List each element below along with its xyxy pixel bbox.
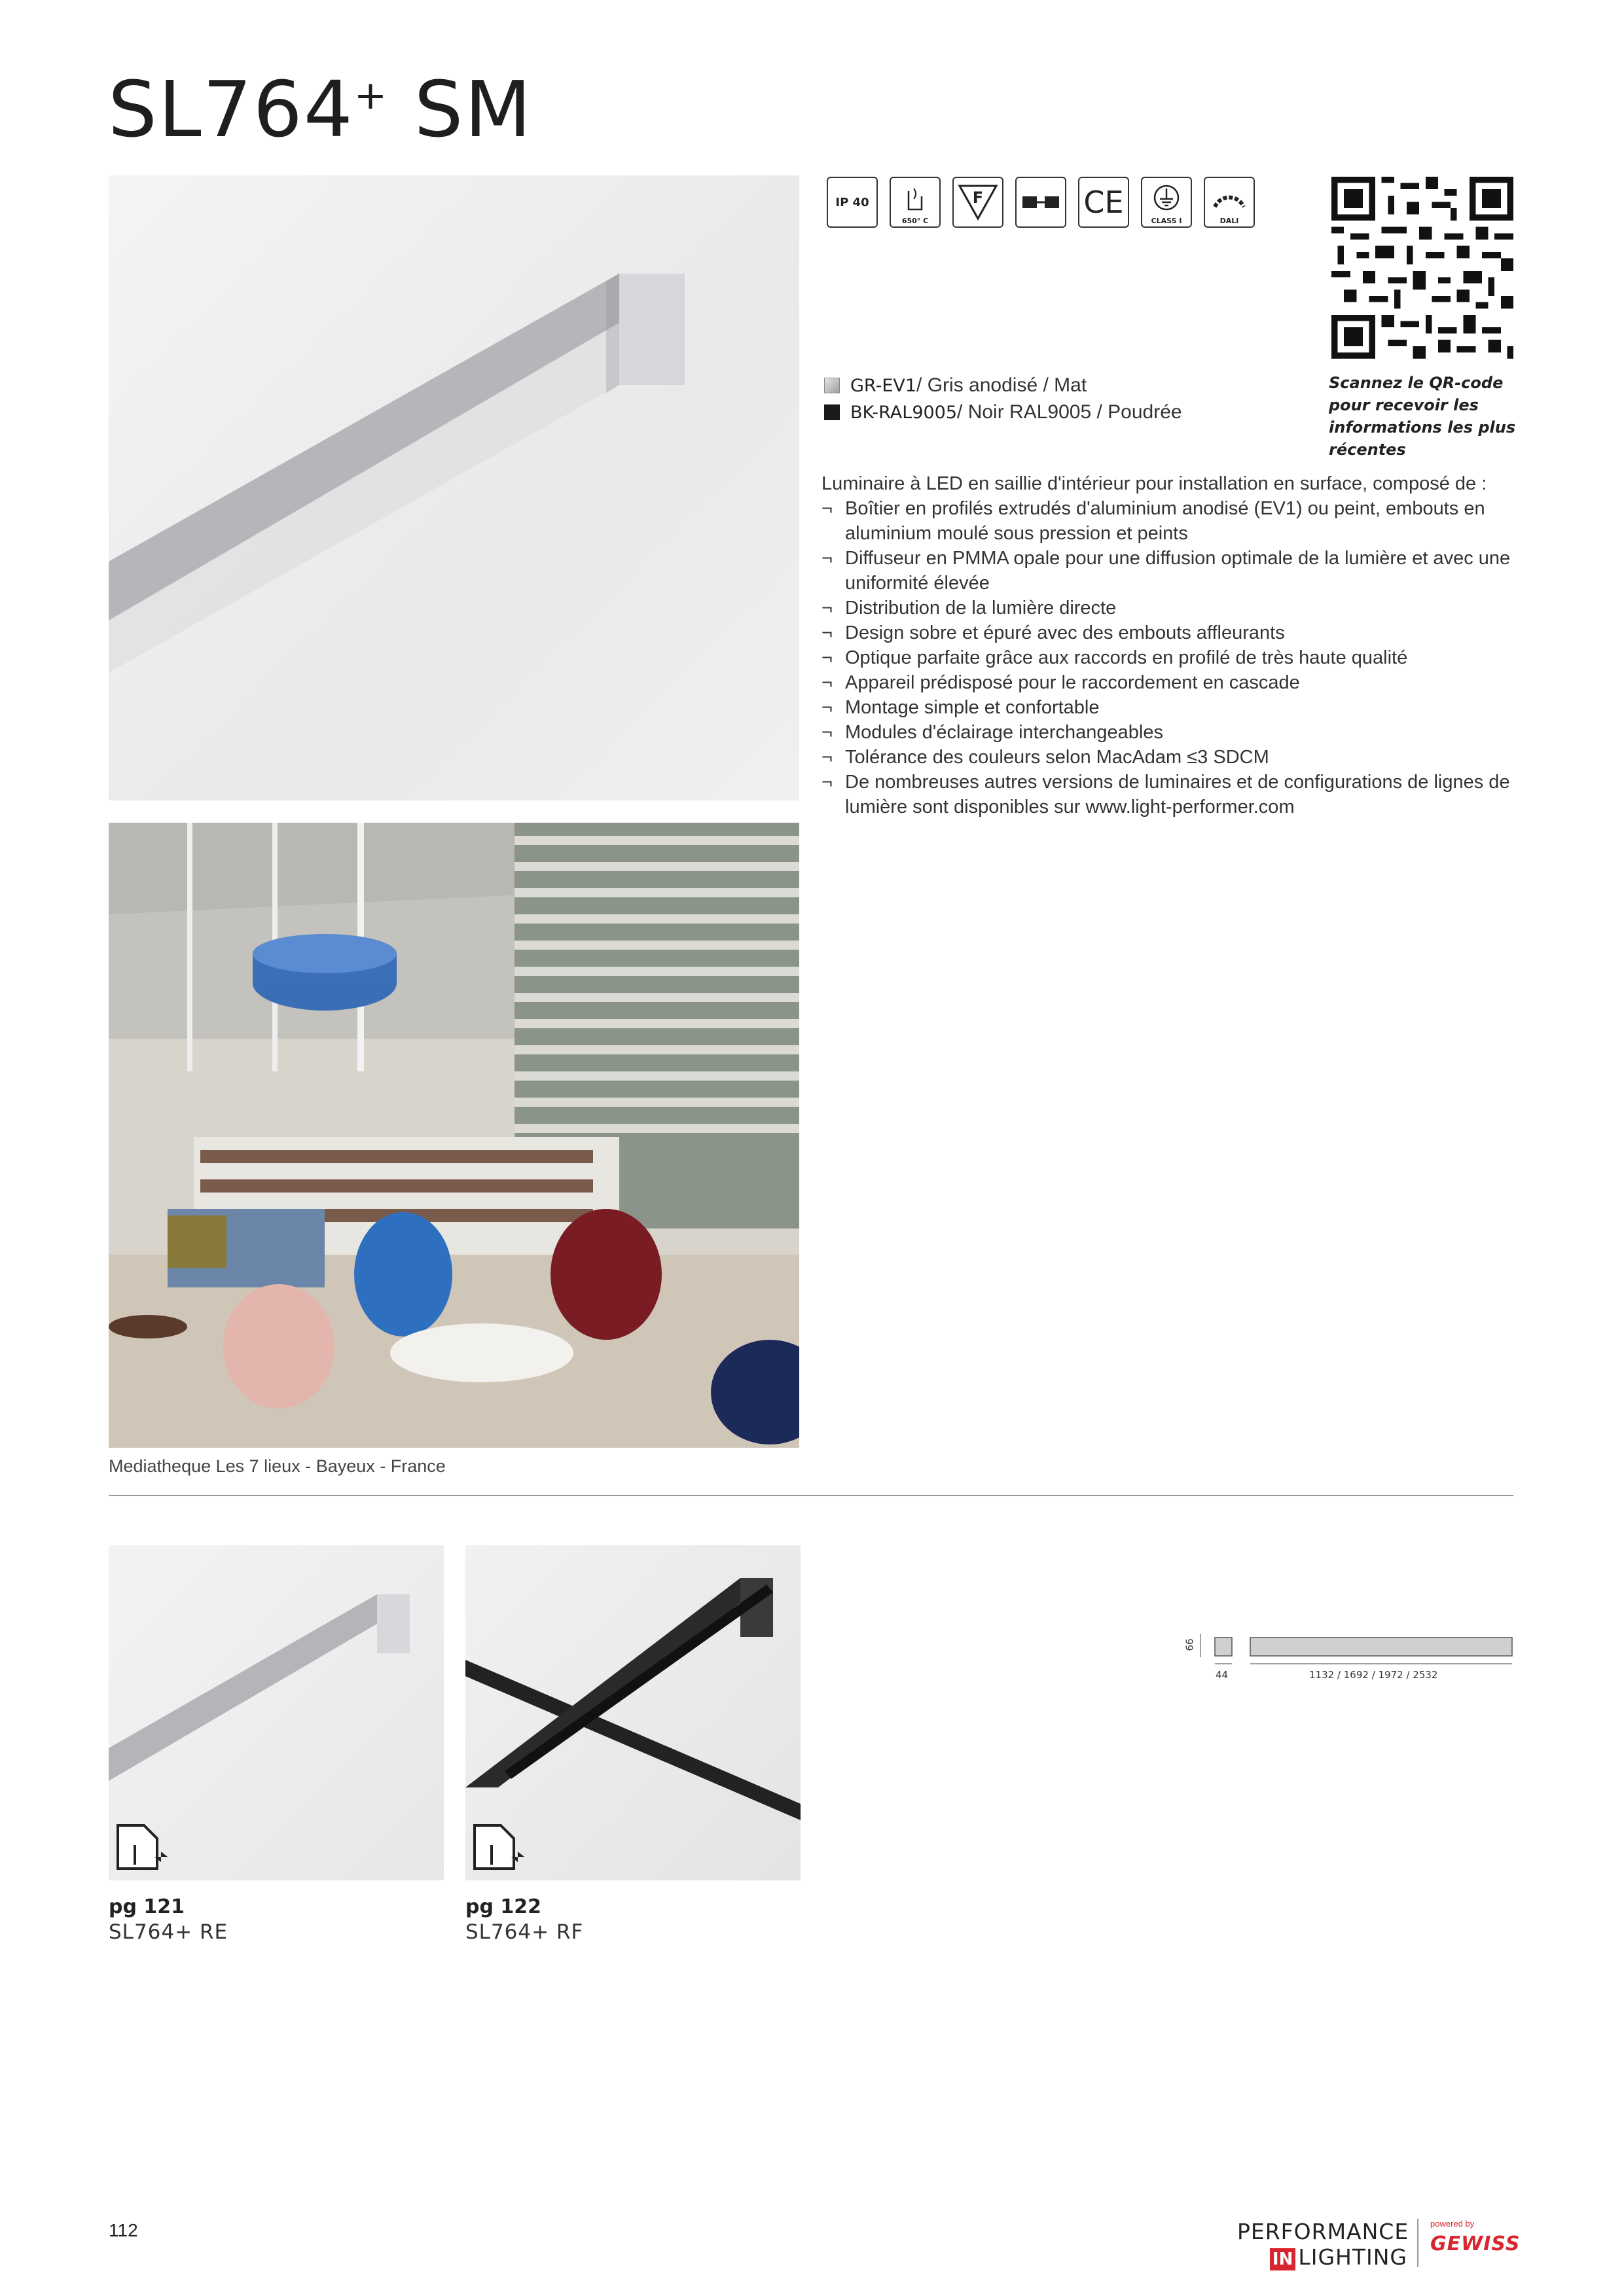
description-intro: Luminaire à LED en saillie d'intérieur pour installation en surface, composé de : <box>821 473 1487 494</box>
library-interior-photo <box>109 823 799 1448</box>
list-item: ¬ Montage simple et confortable <box>821 695 1515 720</box>
class-one-icon: CLASS I <box>1141 177 1192 228</box>
related-product-re-photo[interactable] <box>109 1545 444 1880</box>
list-item: ¬ De nombreuses autres versions de luminaires et de configurations de lignes de lumière sont disponibles sur www.light-performer.com <box>821 770 1515 819</box>
list-item: ¬ Tolérance des couleurs selon MacAdam ≤3 SDCM <box>821 745 1515 770</box>
list-item: ¬ Diffuseur en PMMA opale pour une diffusion optimale de la lumière et avec une uniformité élevée <box>821 546 1515 596</box>
finish-gr-ev1: GR-EV1 / Gris anodisé / Mat <box>824 374 1087 397</box>
finish-swatch-grey <box>824 378 840 393</box>
dimension-drawing <box>1178 1630 1519 1695</box>
section-divider <box>109 1495 1513 1496</box>
list-item: ¬ Boîtier en profilés extrudés d'aluminium anodisé (EV1) ou peint, embouts en aluminium moulé sous pression et peints <box>821 496 1515 546</box>
svg-text:F: F <box>972 188 984 207</box>
finish-swatch-black <box>824 404 840 420</box>
luminaire-illustration <box>109 175 799 800</box>
product-photo <box>109 175 799 800</box>
cascade-connection-icon <box>1015 177 1066 228</box>
list-item: ¬ Distribution de la lumière directe <box>821 596 1515 620</box>
list-item: ¬ Appareil prédisposé pour le raccordement en cascade <box>821 670 1515 695</box>
related-page-ref[interactable]: pg 121 <box>109 1895 185 1918</box>
product-description <box>821 471 1515 819</box>
photo-caption: Mediatheque Les 7 lieux - Bayeux - France <box>109 1456 446 1476</box>
performance-in-lighting-logo: PERFORMANCE IN LIGHTING <box>1237 2219 1409 2270</box>
qr-code <box>1331 177 1513 359</box>
page-number: 112 <box>109 2220 138 2240</box>
page-link-icon[interactable] <box>115 1819 174 1871</box>
list-item: ¬ Modules d'éclairage interchangeables <box>821 720 1515 745</box>
ce-mark-icon: CE <box>1078 177 1129 228</box>
related-product-name[interactable]: SL764+ RF <box>465 1920 584 1944</box>
feature-list <box>821 496 1515 819</box>
ip40-icon: IP 40 <box>827 177 878 228</box>
gewiss-logo: powered by GEWISS <box>1430 2219 1521 2255</box>
dimension-lengths: 1132 / 1692 / 1972 / 2532 <box>1309 1669 1438 1681</box>
finish-bk-ral9005: BK-RAL9005 / Noir RAL9005 / Poudrée <box>824 401 1182 423</box>
glow-wire-icon: 650° C <box>890 177 941 228</box>
page-title: SL764+ SM <box>108 64 533 154</box>
qr-instructions: Scannez le QR-code pour recevoir les informations les plus récentes <box>1329 374 1516 459</box>
dali-icon: DALI <box>1204 177 1255 228</box>
footer-logo-divider <box>1417 2219 1418 2267</box>
dimension-height: 66 <box>1183 1638 1196 1651</box>
f-mark-icon <box>952 177 1003 228</box>
page-link-icon[interactable] <box>472 1819 531 1871</box>
related-page-ref[interactable]: pg 122 <box>465 1895 542 1918</box>
related-product-rf-photo[interactable] <box>465 1545 801 1880</box>
related-product-name[interactable]: SL764+ RE <box>109 1920 228 1944</box>
dimension-width: 44 <box>1216 1669 1229 1681</box>
list-item: ¬ Optique parfaite grâce aux raccords en profilé de très haute qualité <box>821 645 1515 670</box>
list-item: ¬ Design sobre et épuré avec des embouts affleurants <box>821 620 1515 645</box>
